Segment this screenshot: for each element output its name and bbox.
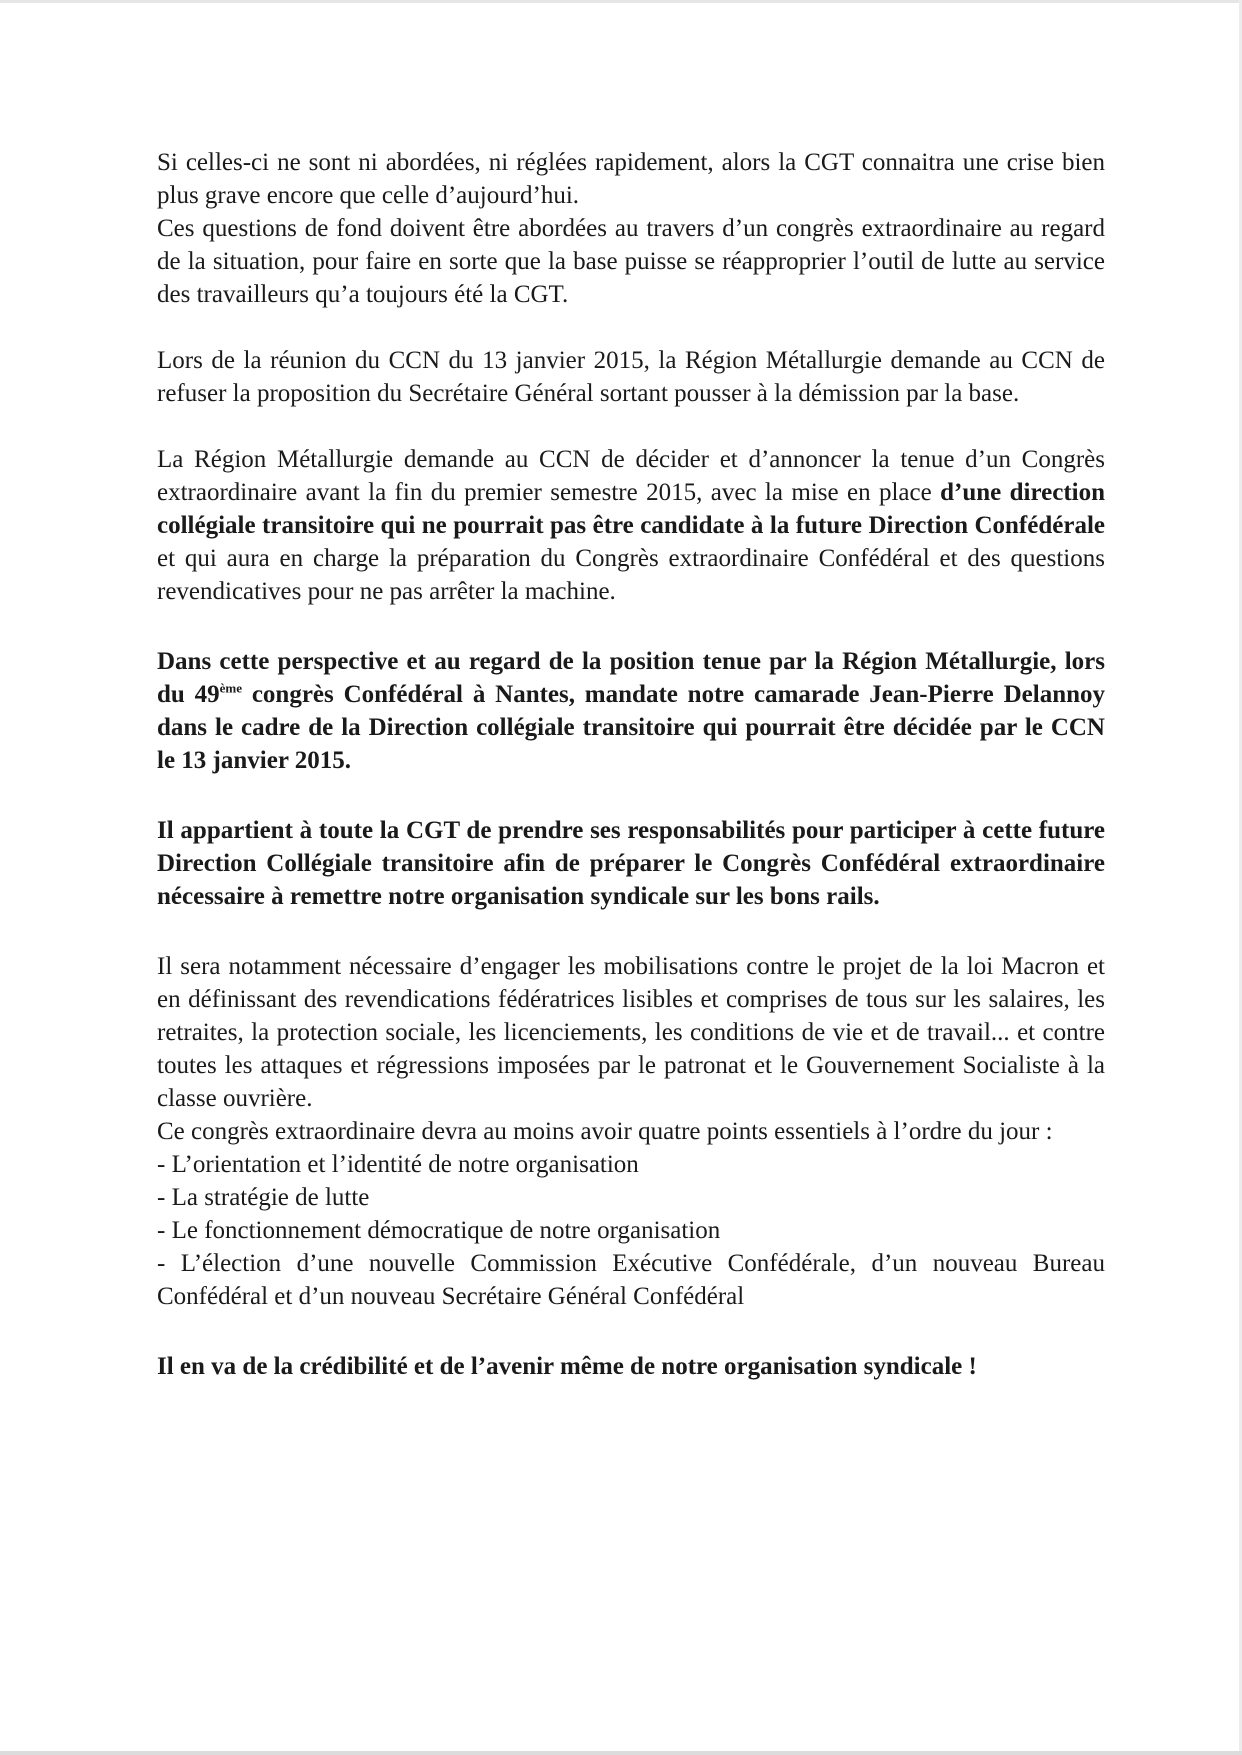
- paragraph-spacer: [157, 311, 1105, 344]
- paragraph-ccn-meeting: Lors de la réunion du CCN du 13 janvier 2015, la Région Métallurgie demande au CCN de refuser la proposition du Secrétaire Général sortant pousser à la démission par la base.: [157, 347, 1105, 407]
- paragraph-spacer: [157, 777, 1105, 814]
- paragraph-crisis-line-2: Ces questions de fond doivent être abordées au travers d’un congrès extraordinaire au regard de la situation, pour faire en sorte que la base puisse se réapproprier l’outil de lutte au service des travailleurs qu’a toujours été la CGT.: [157, 215, 1105, 308]
- paragraph-congress-request-end: et qui aura en charge la préparation du Congrès extraordinaire Confédéral et des questions revendicatives pour ne pas arrêter la machine.: [157, 545, 1105, 605]
- agenda-item-orientation: - L’orientation et l’identité de notre organisation: [157, 1151, 639, 1178]
- paragraph-responsibility: Il appartient à toute la CGT de prendre ses responsabilités pour participer à cette future Direction Collégiale transitoire afin de préparer le Congrès Confédéral extraordinaire nécessaire à remettre notre organisation syndicale sur les bons rails.: [157, 817, 1105, 910]
- paragraph-mandate-end: congrès Confédéral à Nantes, mandate notre camarade Jean-Pierre Delannoy dans le cadre de la Direction collégiale transitoire qui pourrait être décidée par le CCN le 13 janvier 2015.: [157, 681, 1106, 774]
- agenda-item-functioning: - Le fonctionnement démocratique de notre organisation: [157, 1217, 721, 1244]
- paragraph-congress-request: [157, 443, 1105, 608]
- paragraph-agenda-intro: Ce congrès extraordinaire devra au moins avoir quatre points essentiels à l’ordre du jour :: [157, 1118, 1053, 1145]
- paragraph-mobilisations: [157, 950, 1105, 1313]
- ordinal-superscript: ème: [219, 680, 243, 696]
- paragraph-conclusion: Il en va de la crédibilité et de l’avenir même de notre organisation syndicale !: [157, 1353, 977, 1380]
- paragraph-mandate-text: Dans cette perspective et au regard de la position tenue par la Région Métallurgie, lors du 49: [157, 648, 1105, 708]
- agenda-item-strategy: - La stratégie de lutte: [157, 1184, 370, 1211]
- paragraph-congress-request-text: La Région Métallurgie demande au CCN de décider et d’annoncer la tenue d’un Congrès extraordinaire avant la fin du premier semestre 2015, avec la mise en place: [157, 446, 1105, 506]
- paragraph-crisis-line-1: Si celles-ci ne sont ni abordées, ni réglées rapidement, alors la CGT connaitra une crise bien plus grave encore que celle d’aujourd’hui.: [157, 149, 1105, 209]
- paragraph-mobilisations-text: Il sera notamment nécessaire d’engager les mobilisations contre le projet de la loi Macron et en définissant des revendications fédératrices lisibles et comprises de tous sur les salaires, les retraites, la protection sociale, les licenciements, les conditions de vie et de travail... et contre toutes les attaques et régressions imposées par le patronat et le Gouvernement Socialiste à la classe ouvrière.: [157, 953, 1105, 1112]
- paragraph-spacer: [157, 608, 1105, 645]
- paragraph-spacer: [157, 913, 1105, 950]
- agenda-item-election: - L’élection d’une nouvelle Commission Exécutive Confédérale, d’un nouveau Bureau Confédéral et d’un nouveau Secrétaire Général Confédéral: [157, 1250, 1105, 1310]
- paragraph-crisis: [157, 146, 1105, 311]
- paragraph-mandate: [157, 645, 1105, 777]
- paragraph-congress-request-bold: d’une direction collégiale transitoire qui ne pourrait pas être candidate à la future Direction Confédérale: [157, 479, 1105, 539]
- scan-edge-bottom: [0, 1751, 1242, 1755]
- scan-edge-top: [0, 0, 1242, 3]
- paragraph-spacer: [157, 1313, 1105, 1350]
- paragraph-spacer: [157, 410, 1105, 443]
- document-page: [157, 146, 1105, 1383]
